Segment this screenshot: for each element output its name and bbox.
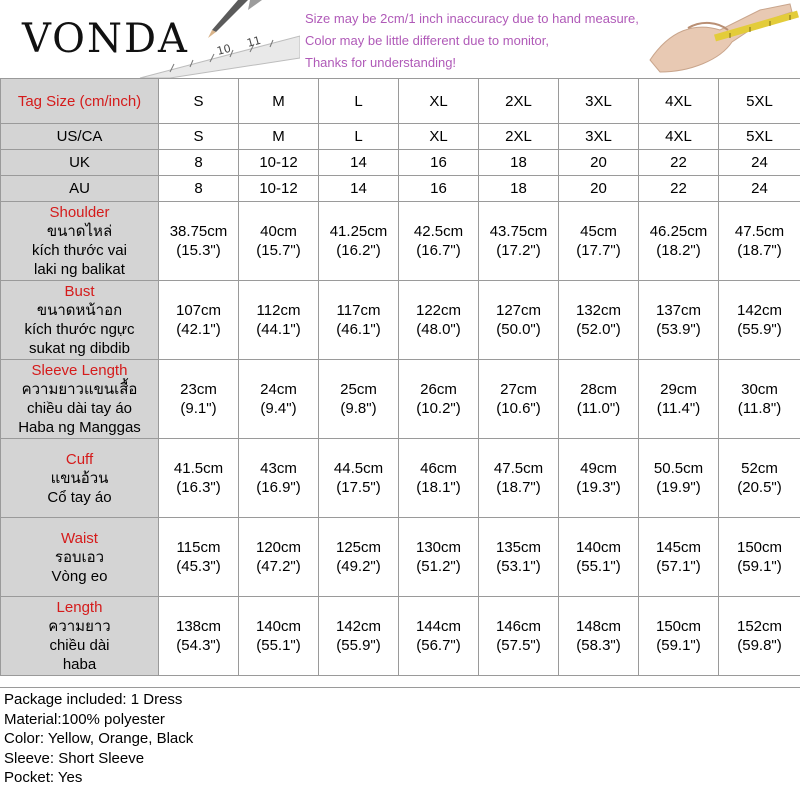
inch-value: (59.8")	[719, 636, 800, 655]
cm-value: 28cm	[559, 380, 638, 399]
inch-value: (18.2")	[639, 241, 718, 260]
note-line: Size may be 2cm/1 inch inaccuracy due to hand measure,	[305, 8, 639, 30]
measure-cell	[479, 597, 559, 676]
table-cell: XL	[399, 79, 479, 124]
measure-row-bust	[1, 281, 800, 360]
measure-cell	[159, 202, 239, 281]
inch-value: (18.1")	[399, 478, 478, 497]
ruler-mark: 10	[215, 42, 232, 58]
measure-row-cuff	[1, 439, 800, 518]
measure-label	[1, 518, 159, 597]
inch-value: (54.3")	[159, 636, 238, 655]
inch-value: (58.3")	[559, 636, 638, 655]
inch-value: (17.5")	[319, 478, 398, 497]
measure-cell	[719, 281, 800, 360]
cm-value: 42.5cm	[399, 222, 478, 241]
header-banner	[0, 0, 800, 78]
cm-value: 49cm	[559, 459, 638, 478]
cm-value: 135cm	[479, 538, 558, 557]
measure-label	[1, 281, 159, 360]
measure-cell	[399, 597, 479, 676]
table-cell: L	[319, 79, 399, 124]
inch-value: (56.7")	[399, 636, 478, 655]
cm-value: 130cm	[399, 538, 478, 557]
table-cell: 3XL	[559, 124, 639, 150]
inch-value: (53.9")	[639, 320, 718, 339]
cm-value: 140cm	[559, 538, 638, 557]
row-label: US/CA	[1, 124, 159, 150]
measure-subtitle: chiều dài	[1, 636, 158, 655]
measure-label	[1, 202, 159, 281]
measure-subtitle: ขนาดหน้าอก	[1, 301, 158, 320]
measure-subtitle: haba	[1, 655, 158, 674]
cm-value: 25cm	[319, 380, 398, 399]
cm-value: 30cm	[719, 380, 800, 399]
inch-value: (10.6")	[479, 399, 558, 418]
measure-cell	[239, 281, 319, 360]
measure-cell	[159, 518, 239, 597]
ruler-pencil-image	[130, 0, 300, 78]
cm-value: 27cm	[479, 380, 558, 399]
inch-value: (52.0")	[559, 320, 638, 339]
measure-title: Sleeve Length	[1, 361, 158, 380]
measure-cell	[399, 360, 479, 439]
note-line: Thanks for understanding!	[305, 52, 639, 74]
cm-value: 41.5cm	[159, 459, 238, 478]
cm-value: 132cm	[559, 301, 638, 320]
measure-cell	[479, 281, 559, 360]
measure-cell	[559, 439, 639, 518]
detail-line: Pocket: Yes	[0, 768, 800, 788]
table-cell: 4XL	[639, 124, 719, 150]
measure-subtitle: kích thước ngực	[1, 320, 158, 339]
measure-title: Cuff	[1, 450, 158, 469]
measure-title: Shoulder	[1, 203, 158, 222]
cm-value: 127cm	[479, 301, 558, 320]
inch-value: (46.1")	[319, 320, 398, 339]
cm-value: 146cm	[479, 617, 558, 636]
table-cell: 24	[719, 150, 800, 176]
table-cell: 24	[719, 176, 800, 202]
measure-cell	[559, 281, 639, 360]
row-label: UK	[1, 150, 159, 176]
inch-value: (15.3")	[159, 241, 238, 260]
inch-value: (17.2")	[479, 241, 558, 260]
inch-value: (17.7")	[559, 241, 638, 260]
measure-cell	[479, 360, 559, 439]
measure-cell	[239, 597, 319, 676]
row-label: AU	[1, 176, 159, 202]
measure-cell	[559, 597, 639, 676]
cm-value: 120cm	[239, 538, 318, 557]
table-cell: 22	[639, 150, 719, 176]
inch-value: (55.1")	[239, 636, 318, 655]
measure-title: Length	[1, 598, 158, 617]
detail-line: Color: Yellow, Orange, Black	[0, 729, 800, 749]
inch-value: (57.1")	[639, 557, 718, 576]
inch-value: (49.2")	[319, 557, 398, 576]
cm-value: 24cm	[239, 380, 318, 399]
table-cell: 2XL	[479, 124, 559, 150]
table-cell: 8	[159, 176, 239, 202]
measure-cell	[239, 202, 319, 281]
cm-value: 145cm	[639, 538, 718, 557]
cm-value: 144cm	[399, 617, 478, 636]
measure-cell	[239, 439, 319, 518]
measure-cell	[399, 202, 479, 281]
inch-value: (45.3")	[159, 557, 238, 576]
inch-value: (18.7")	[719, 241, 800, 260]
table-cell: M	[239, 79, 319, 124]
cm-value: 52cm	[719, 459, 800, 478]
inch-value: (9.1")	[159, 399, 238, 418]
product-details	[0, 687, 800, 801]
cm-value: 107cm	[159, 301, 238, 320]
measure-cell	[319, 202, 399, 281]
measure-label	[1, 597, 159, 676]
measure-cell	[159, 281, 239, 360]
measure-cell	[639, 597, 719, 676]
inch-value: (18.7")	[479, 478, 558, 497]
measure-cell	[639, 281, 719, 360]
inch-value: (9.4")	[239, 399, 318, 418]
measure-cell	[159, 597, 239, 676]
cm-value: 46cm	[399, 459, 478, 478]
table-cell: L	[319, 124, 399, 150]
measure-subtitle: Vòng eo	[1, 567, 158, 586]
cm-value: 29cm	[639, 380, 718, 399]
measure-cell	[559, 202, 639, 281]
row-label: Tag Size (cm/inch)	[1, 79, 159, 124]
measure-row-waist	[1, 518, 800, 597]
table-cell: M	[239, 124, 319, 150]
cm-value: 152cm	[719, 617, 800, 636]
inch-value: (55.9")	[719, 320, 800, 339]
table-cell: 10-12	[239, 176, 319, 202]
measure-label	[1, 360, 159, 439]
cm-value: 117cm	[319, 301, 398, 320]
size-chart-table	[0, 78, 800, 676]
table-cell: 22	[639, 176, 719, 202]
measure-cell	[719, 518, 800, 597]
cm-value: 115cm	[159, 538, 238, 557]
measure-cell	[399, 518, 479, 597]
inch-value: (57.5")	[479, 636, 558, 655]
table-cell: 20	[559, 176, 639, 202]
cm-value: 50.5cm	[639, 459, 718, 478]
measure-row-length	[1, 597, 800, 676]
ruler-mark: 11	[245, 34, 262, 50]
measure-cell	[319, 439, 399, 518]
cm-value: 43.75cm	[479, 222, 558, 241]
table-cell: 10-12	[239, 150, 319, 176]
inch-value: (16.9")	[239, 478, 318, 497]
cm-value: 44.5cm	[319, 459, 398, 478]
measure-cell	[639, 360, 719, 439]
measure-cell	[479, 518, 559, 597]
table-cell: 3XL	[559, 79, 639, 124]
table-row	[1, 79, 800, 124]
cm-value: 148cm	[559, 617, 638, 636]
inch-value: (11.4")	[639, 399, 718, 418]
measure-subtitle: ความยาว	[1, 617, 158, 636]
measure-subtitle: Haba ng Manggas	[1, 418, 158, 437]
cm-value: 142cm	[719, 301, 800, 320]
inch-value: (15.7")	[239, 241, 318, 260]
measure-cell	[399, 281, 479, 360]
table-row	[1, 150, 800, 176]
measure-cell	[159, 439, 239, 518]
cm-value: 38.75cm	[159, 222, 238, 241]
cm-value: 142cm	[319, 617, 398, 636]
inch-value: (16.2")	[319, 241, 398, 260]
table-cell: 18	[479, 150, 559, 176]
measure-subtitle: รอบเอว	[1, 548, 158, 567]
cm-value: 47.5cm	[719, 222, 800, 241]
table-cell: 20	[559, 150, 639, 176]
inch-value: (16.7")	[399, 241, 478, 260]
table-cell: 16	[399, 150, 479, 176]
measure-label	[1, 439, 159, 518]
measure-cell	[719, 439, 800, 518]
note-line: Color may be little different due to monitor,	[305, 30, 639, 52]
table-row	[1, 124, 800, 150]
inch-value: (53.1")	[479, 557, 558, 576]
inch-value: (59.1")	[639, 636, 718, 655]
inch-value: (9.8")	[319, 399, 398, 418]
measure-subtitle: sukat ng dibdib	[1, 339, 158, 358]
cm-value: 137cm	[639, 301, 718, 320]
table-cell: S	[159, 124, 239, 150]
cm-value: 138cm	[159, 617, 238, 636]
table-cell: XL	[399, 124, 479, 150]
inch-value: (42.1")	[159, 320, 238, 339]
table-cell: 14	[319, 150, 399, 176]
cm-value: 23cm	[159, 380, 238, 399]
inch-value: (50.0")	[479, 320, 558, 339]
measure-cell	[319, 597, 399, 676]
table-cell: 8	[159, 150, 239, 176]
table-cell: 18	[479, 176, 559, 202]
inch-value: (19.9")	[639, 478, 718, 497]
table-cell: 14	[319, 176, 399, 202]
measure-title: Bust	[1, 282, 158, 301]
measure-cell	[319, 360, 399, 439]
measure-cell	[559, 360, 639, 439]
measure-cell	[559, 518, 639, 597]
measure-subtitle: Cổ tay áo	[1, 488, 158, 507]
measure-cell	[639, 518, 719, 597]
measure-subtitle: chiều dài tay áo	[1, 399, 158, 418]
cm-value: 43cm	[239, 459, 318, 478]
cm-value: 150cm	[639, 617, 718, 636]
inch-value: (48.0")	[399, 320, 478, 339]
hand-tape-image	[640, 0, 800, 78]
table-cell: S	[159, 79, 239, 124]
detail-line: Sleeve: Short Sleeve	[0, 749, 800, 769]
cm-value: 47.5cm	[479, 459, 558, 478]
measure-cell	[479, 202, 559, 281]
inch-value: (44.1")	[239, 320, 318, 339]
brand-logo: VONDA	[22, 16, 189, 62]
cm-value: 112cm	[239, 301, 318, 320]
cm-value: 125cm	[319, 538, 398, 557]
table-cell: 4XL	[639, 79, 719, 124]
measure-subtitle: ขนาดไหล่	[1, 222, 158, 241]
cm-value: 150cm	[719, 538, 800, 557]
cm-value: 45cm	[559, 222, 638, 241]
detail-line: Package included: 1 Dress	[0, 688, 800, 710]
table-cell: 5XL	[719, 79, 800, 124]
inch-value: (51.2")	[399, 557, 478, 576]
table-cell: 2XL	[479, 79, 559, 124]
inch-value: (11.8")	[719, 399, 800, 418]
measure-cell	[639, 202, 719, 281]
measure-row-sleeve-length	[1, 360, 800, 439]
measure-subtitle: แขนอ้วน	[1, 469, 158, 488]
inch-value: (55.9")	[319, 636, 398, 655]
cm-value: 122cm	[399, 301, 478, 320]
measure-cell	[479, 439, 559, 518]
measure-cell	[239, 360, 319, 439]
measure-cell	[639, 439, 719, 518]
measure-subtitle: laki ng balikat	[1, 260, 158, 279]
measure-cell	[399, 439, 479, 518]
measure-cell	[319, 281, 399, 360]
cm-value: 26cm	[399, 380, 478, 399]
table-cell: 16	[399, 176, 479, 202]
cm-value: 40cm	[239, 222, 318, 241]
measure-cell	[319, 518, 399, 597]
cm-value: 46.25cm	[639, 222, 718, 241]
measure-title: Waist	[1, 529, 158, 548]
cm-value: 41.25cm	[319, 222, 398, 241]
measure-subtitle: ความยาวแขนเสื้อ	[1, 380, 158, 399]
measure-cell	[159, 360, 239, 439]
measure-subtitle: kích thước vai	[1, 241, 158, 260]
table-cell: 5XL	[719, 124, 800, 150]
inch-value: (11.0")	[559, 399, 638, 418]
inch-value: (59.1")	[719, 557, 800, 576]
inch-value: (16.3")	[159, 478, 238, 497]
measure-row-shoulder	[1, 202, 800, 281]
inch-value: (19.3")	[559, 478, 638, 497]
measure-cell	[719, 202, 800, 281]
measure-cell	[239, 518, 319, 597]
inch-value: (55.1")	[559, 557, 638, 576]
inch-value: (20.5")	[719, 478, 800, 497]
detail-line: Material:100% polyester	[0, 710, 800, 730]
inch-value: (47.2")	[239, 557, 318, 576]
table-row	[1, 176, 800, 202]
measure-cell	[719, 360, 800, 439]
measure-cell	[719, 597, 800, 676]
inch-value: (10.2")	[399, 399, 478, 418]
cm-value: 140cm	[239, 617, 318, 636]
disclaimer-notes	[305, 8, 639, 74]
